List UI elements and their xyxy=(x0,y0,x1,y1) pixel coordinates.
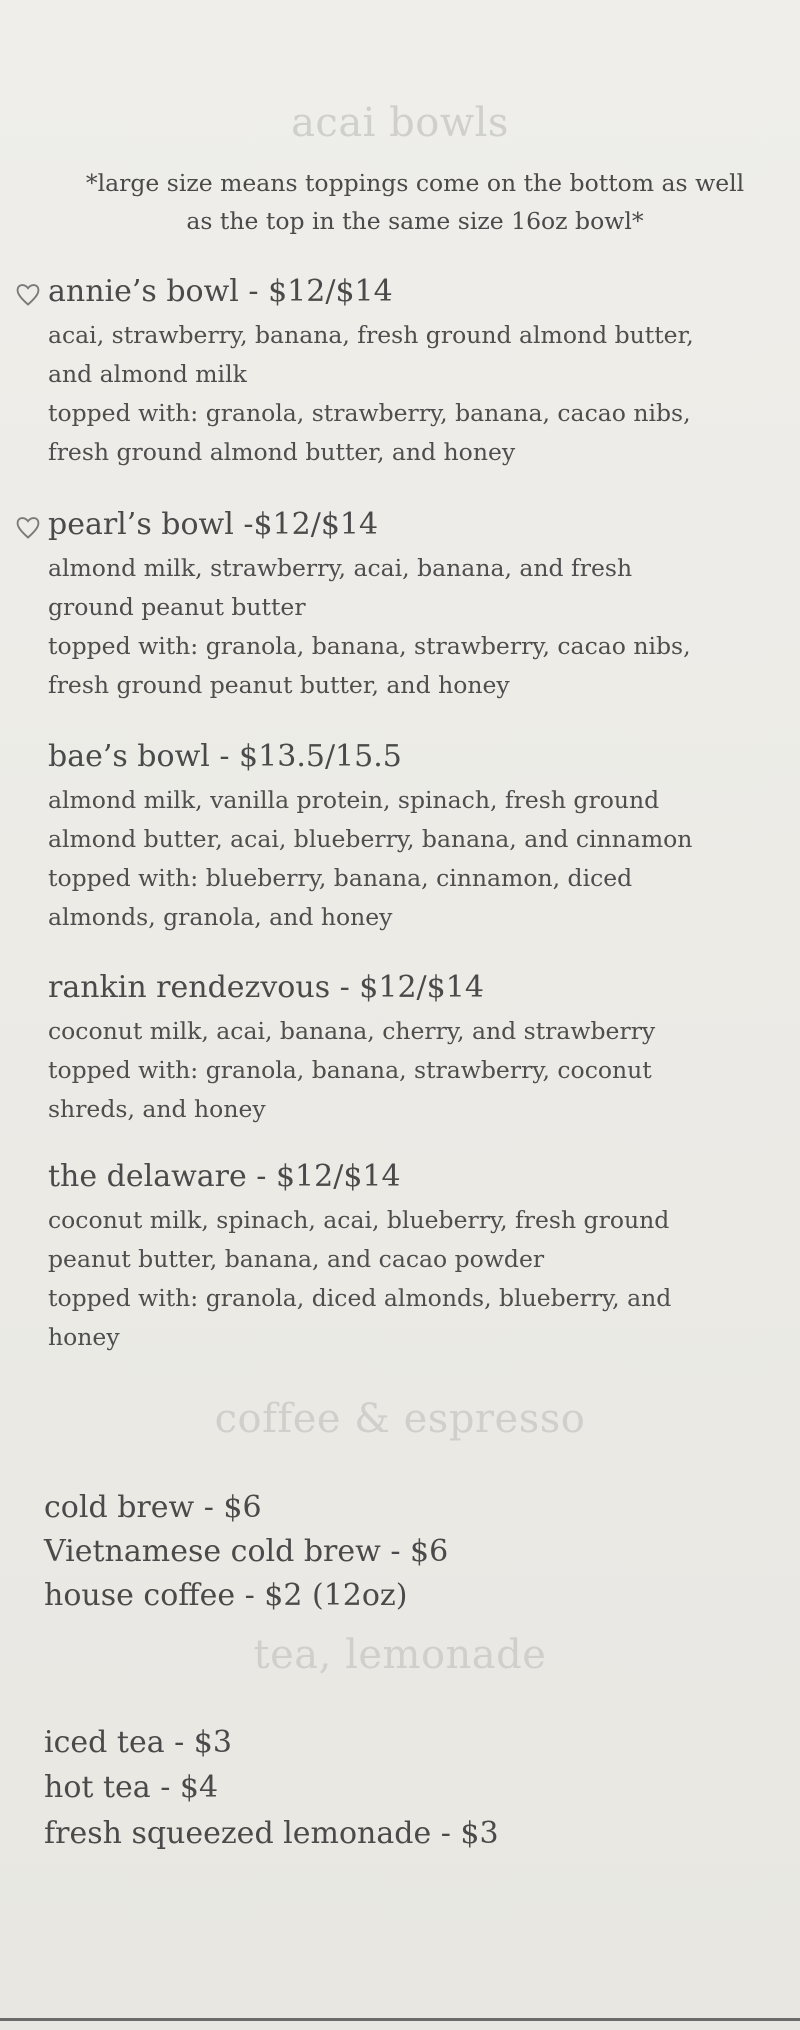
item-title: the delaware - $12/$14 xyxy=(48,1159,401,1194)
item-description-line: almond milk, vanilla protein, spinach, fresh ground xyxy=(48,786,660,814)
item-description-line: almonds, granola, and honey xyxy=(48,903,393,931)
drink-item-fresh-squeezed-lemonade: fresh squeezed lemonade - $3 xyxy=(44,1816,499,1851)
item-title: bae’s bowl - $13.5/15.5 xyxy=(48,739,402,774)
item-description-line: acai, strawberry, banana, fresh ground almond butter, xyxy=(48,321,694,349)
drink-item-cold-brew: cold brew - $6 xyxy=(44,1490,262,1525)
drink-item-hot-tea: hot tea - $4 xyxy=(44,1770,219,1805)
section-heading-tea-lemonade: tea, lemonade xyxy=(253,1632,547,1678)
item-description-line: coconut milk, acai, banana, cherry, and strawberry xyxy=(48,1017,656,1045)
heart-outline-icon xyxy=(14,513,42,541)
item-description-line: shreds, and honey xyxy=(48,1095,266,1123)
drink-item-iced-tea: iced tea - $3 xyxy=(44,1725,232,1760)
item-description-line: fresh ground almond butter, and honey xyxy=(48,438,516,466)
item-description-line: coconut milk, spinach, acai, blueberry, fresh ground xyxy=(48,1206,670,1234)
item-description-line: topped with: granola, banana, strawberry, cacao nibs, xyxy=(48,632,691,660)
item-description-line: peanut butter, banana, and cacao powder xyxy=(48,1245,545,1273)
item-description-line: topped with: granola, banana, strawberry, coconut xyxy=(48,1056,652,1084)
item-description-line: topped with: blueberry, banana, cinnamon, diced xyxy=(48,864,633,892)
drink-item-house-coffee: house coffee - $2 (12oz) xyxy=(44,1578,408,1613)
heart-outline-icon xyxy=(14,280,42,308)
section-heading-acai-bowls: acai bowls xyxy=(291,100,509,146)
item-description-line: fresh ground peanut butter, and honey xyxy=(48,671,510,699)
item-title: annie’s bowl - $12/$14 xyxy=(48,274,393,309)
item-description-line: ground peanut butter xyxy=(48,593,306,621)
drink-item-vietnamese-cold-brew: Vietnamese cold brew - $6 xyxy=(44,1534,449,1569)
item-description-line: and almond milk xyxy=(48,360,247,388)
item-title: pearl’s bowl -$12/$14 xyxy=(48,507,379,542)
item-description-line: almond butter, acai, blueberry, banana, and cinnamon xyxy=(48,825,693,853)
size-note: *large size means toppings come on the bottom as well as the top in the same size 16oz bowl* xyxy=(85,169,745,235)
item-description-line: topped with: granola, diced almonds, blueberry, and xyxy=(48,1284,672,1312)
section-heading-coffee-espresso: coffee & espresso xyxy=(214,1396,586,1442)
item-description-line: almond milk, strawberry, acai, banana, and fresh xyxy=(48,554,633,582)
item-description-line: honey xyxy=(48,1323,120,1351)
item-title: rankin rendezvous - $12/$14 xyxy=(48,970,484,1005)
bottom-edge-divider xyxy=(0,2018,800,2021)
item-description-line: topped with: granola, strawberry, banana, cacao nibs, xyxy=(48,399,691,427)
